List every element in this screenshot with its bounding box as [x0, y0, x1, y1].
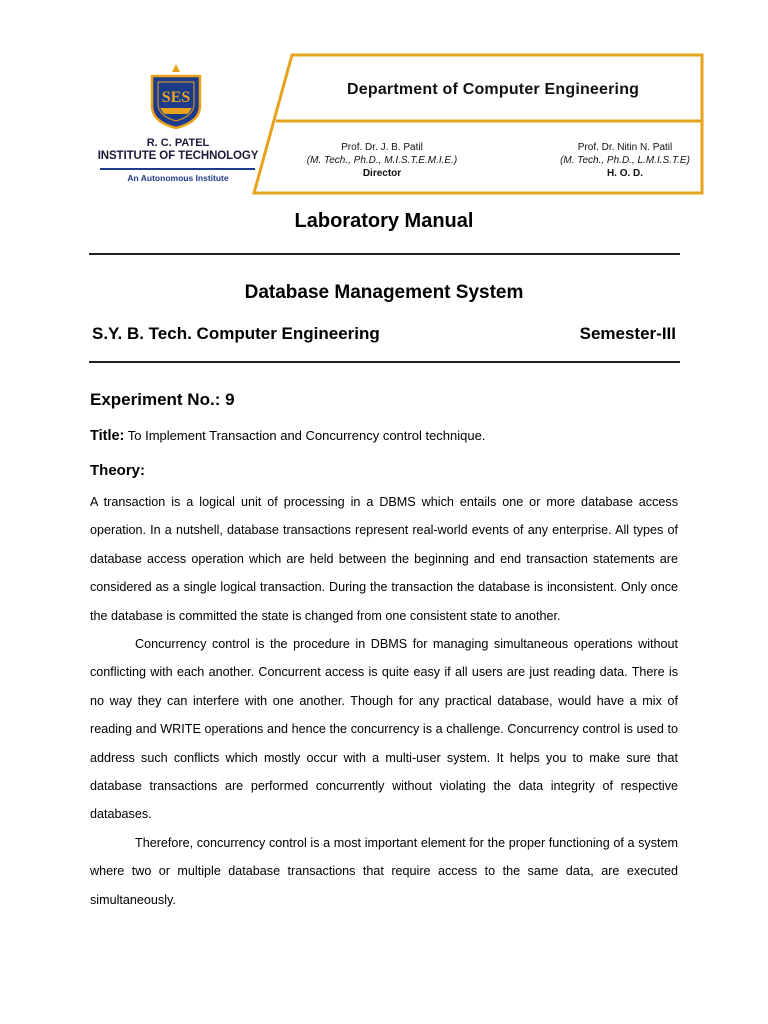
ses-seal-icon	[148, 62, 204, 130]
manual-title: Laboratory Manual	[294, 210, 474, 232]
paragraph-1: A transaction is a logical unit of processing in a DBMS which entails one or more database access operation. In a nutshell, database transactions represent real-world events of any enterprise. All types of database access operation which are held between the beginning and end transaction statements are considered as a single logical transaction. During the transaction the database is inconsistent. Only once the database is committed the state is changed from one consistent state to another.	[90, 495, 678, 623]
title-text: To Implement Transaction and Concurrency control technique.	[124, 428, 486, 443]
hod-degrees: (M. Tech., Ph.D., L.M.I.S.T.E)	[560, 155, 690, 166]
theory-body	[90, 488, 678, 914]
title-label: Title:	[90, 428, 125, 444]
divider-bottom	[89, 361, 680, 363]
department-name: Department of Computer Engineering	[347, 81, 640, 98]
semester-label: Semester-III	[579, 324, 676, 343]
institute-line2: INSTITUTE OF TECHNOLOGY	[97, 150, 259, 162]
experiment-number: Experiment No.: 9	[90, 390, 235, 409]
hod-role: H. O. D.	[606, 168, 644, 179]
letterhead	[92, 53, 704, 195]
institute-tagline: An Autonomous Institute	[127, 173, 229, 183]
director-degrees: (M. Tech., Ph.D., M.I.S.T.E.M.I.E.)	[306, 155, 458, 166]
director-name: Prof. Dr. J. B. Patil	[341, 142, 423, 153]
experiment-title	[90, 428, 485, 444]
hod-name: Prof. Dr. Nitin N. Patil	[577, 142, 673, 153]
institute-name	[92, 137, 264, 163]
institute-line1: R. C. PATEL	[146, 137, 210, 149]
paragraph-2: Concurrency control is the procedure in DBMS for managing simultaneous operations without conflicting with each another. Concurrent access is quite easy if all users are just reading data. There is no way they can interfere with one another. Though for any practical database, would have a mix of reading and WRITE operations and hence the concurrency is a challenge. Concurrency control is used to address such conflicts which mostly occur with a multi-user system. It helps you to make sure that database transactions are performed concurrently without violating the data integrity of respective databases.	[90, 637, 678, 822]
logo-divider	[100, 168, 255, 170]
divider-top	[89, 253, 680, 255]
paragraph-3: Therefore, concurrency control is a most important element for the proper functioning of a system where two or multiple database transactions that require access to the same data, are executed simultaneously.	[90, 835, 678, 907]
course-name: S.Y. B. Tech. Computer Engineering	[92, 324, 380, 343]
institute-logo	[92, 53, 264, 195]
theory-heading: Theory:	[90, 462, 146, 479]
subject-title: Database Management System	[244, 282, 524, 303]
director-block	[292, 141, 472, 180]
seal-text: SES	[161, 89, 191, 106]
director-role: Director	[362, 168, 402, 179]
hod-block	[540, 141, 710, 180]
